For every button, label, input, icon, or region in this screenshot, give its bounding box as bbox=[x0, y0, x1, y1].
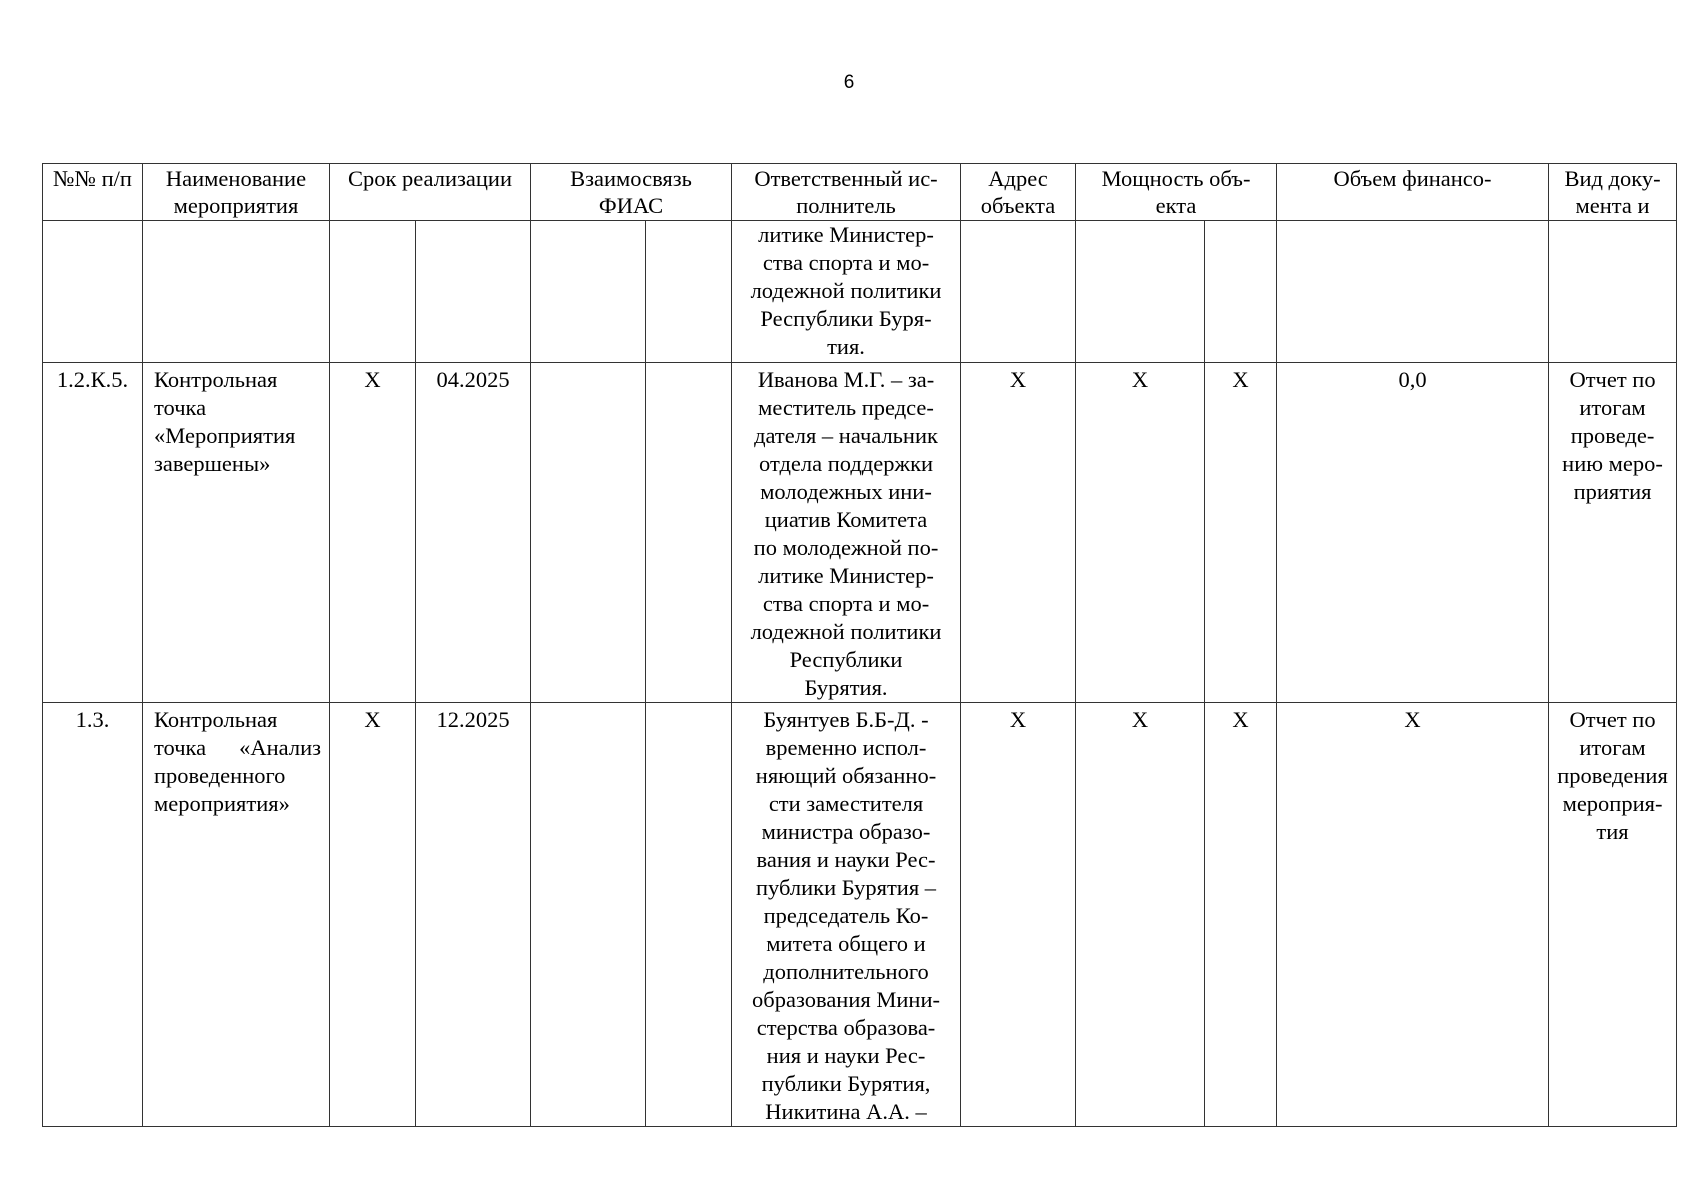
header-doctype: Вид доку- мента и bbox=[1549, 164, 1677, 221]
cell-term-end: 04.2025 bbox=[416, 363, 531, 703]
cell-executor: литике Министер- ства спорта и мо- лодежной политики Республики Буря- тия. bbox=[732, 221, 961, 363]
cell-capacity-b: Х bbox=[1205, 703, 1277, 1127]
cell-name: Контрольная точка «Мероприятия завершены» bbox=[143, 363, 330, 703]
table-row bbox=[43, 703, 1677, 1127]
cell-term-start: Х bbox=[330, 363, 416, 703]
cell-volume bbox=[1277, 221, 1549, 363]
cell-fias-b bbox=[646, 221, 732, 363]
cell-doctype bbox=[1549, 221, 1677, 363]
page-number: 6 bbox=[843, 72, 855, 93]
header-capacity: Мощность объ- екта bbox=[1076, 164, 1277, 221]
cell-executor: Иванова М.Г. – за- меститель предсе- дателя – начальник отдела поддержки молодежных ини- циатив Комитета по молодежной по- литике Министер- ства спорта и мо- лодежной политики Республики Бурятия. bbox=[732, 363, 961, 703]
cell-fias-a bbox=[531, 363, 646, 703]
header-executor: Ответственный ис- полнитель bbox=[732, 164, 961, 221]
cell-address: Х bbox=[961, 363, 1076, 703]
cell-name: Контрольная точка «Анализ проведенного мероприятия» bbox=[143, 703, 330, 1127]
header-address: Адрес объекта bbox=[961, 164, 1076, 221]
cell-volume: 0,0 bbox=[1277, 363, 1549, 703]
cell-num: 1.3. bbox=[43, 703, 143, 1127]
header-name: Наименование мероприятия bbox=[143, 164, 330, 221]
table-row bbox=[43, 221, 1677, 363]
table-row bbox=[43, 363, 1677, 703]
cell-volume: Х bbox=[1277, 703, 1549, 1127]
cell-fias-b bbox=[646, 363, 732, 703]
cell-num: 1.2.К.5. bbox=[43, 363, 143, 703]
cell-term-start: Х bbox=[330, 703, 416, 1127]
header-fias: Взаимосвязь ФИАС bbox=[531, 164, 732, 221]
cell-capacity-b: Х bbox=[1205, 363, 1277, 703]
cell-name bbox=[143, 221, 330, 363]
cell-fias-a bbox=[531, 703, 646, 1127]
cell-doctype: Отчет по итогам проведе- нию меро- приятия bbox=[1549, 363, 1677, 703]
cell-capacity-b bbox=[1205, 221, 1277, 363]
cell-term-end bbox=[416, 221, 531, 363]
cell-num bbox=[43, 221, 143, 363]
header-term: Срок реализации bbox=[330, 164, 531, 221]
cell-capacity-a bbox=[1076, 221, 1205, 363]
cell-executor: Буянтуев Б.Б-Д. - временно испол- няющий обязанно- сти заместителя министра образо- вания и науки Рес- публики Бурятия – председатель Ко- митета общего и дополнительного образования Мини- стерства образова- ния и науки Рес- публики Бурятия, Никитина А.А. – bbox=[732, 703, 961, 1127]
table-header-row bbox=[43, 164, 1677, 221]
events-table bbox=[42, 163, 1677, 1127]
cell-capacity-a: Х bbox=[1076, 703, 1205, 1127]
header-num: №№ п/п bbox=[43, 164, 143, 221]
cell-fias-a bbox=[531, 221, 646, 363]
cell-capacity-a: Х bbox=[1076, 363, 1205, 703]
header-volume: Объем финансо- bbox=[1277, 164, 1549, 221]
cell-fias-b bbox=[646, 703, 732, 1127]
cell-term-end: 12.2025 bbox=[416, 703, 531, 1127]
cell-doctype: Отчет по итогам проведения мероприя- тия bbox=[1549, 703, 1677, 1127]
cell-address bbox=[961, 221, 1076, 363]
cell-address: Х bbox=[961, 703, 1076, 1127]
cell-term-start bbox=[330, 221, 416, 363]
